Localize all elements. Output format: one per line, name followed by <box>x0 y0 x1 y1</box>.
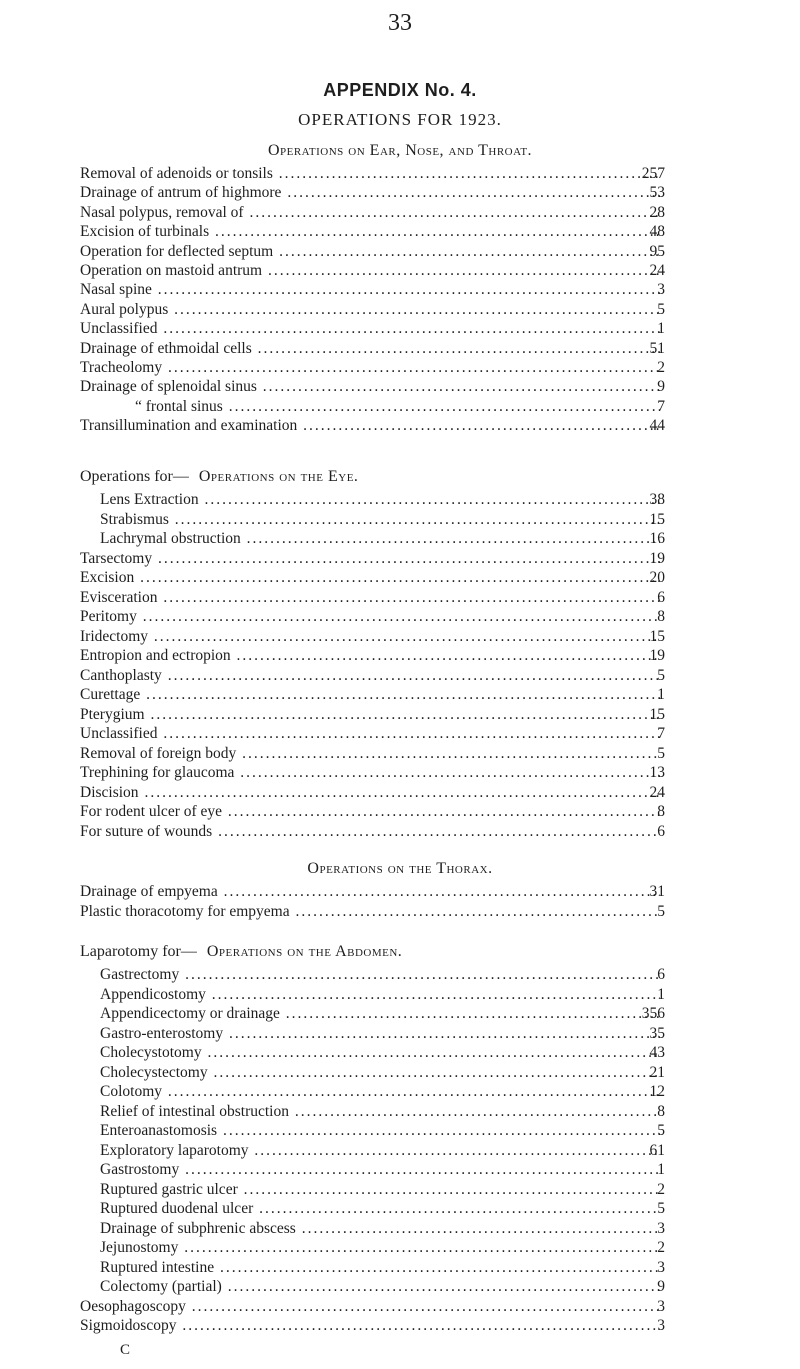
operation-count: 53 <box>649 184 665 202</box>
operation-row <box>0 280 800 299</box>
operation-count: 5 <box>657 1200 665 1217</box>
operation-label: Removal of foreign body ..... <box>80 744 660 763</box>
operation-count: 38 <box>649 491 665 508</box>
operation-row <box>0 1316 800 1335</box>
operation-count: 2 <box>657 1239 665 1256</box>
operation-label: Evisceration ..... <box>80 588 660 607</box>
operation-label: Drainage of ethmoidal cells ..... <box>80 339 660 358</box>
operation-row <box>0 377 800 396</box>
operation-row <box>0 902 800 921</box>
operation-label: Ruptured duodenal ulcer ..... <box>100 1199 660 1218</box>
operation-count: 356 <box>641 1005 665 1022</box>
operation-count: 3 <box>657 281 665 299</box>
operation-count: 12 <box>649 1083 665 1100</box>
operation-row <box>0 1063 800 1082</box>
operation-count: 1 <box>657 1161 665 1178</box>
operation-row <box>0 1141 800 1160</box>
operation-label: For rodent ulcer of eye ..... <box>80 802 660 821</box>
operation-count: 21 <box>649 1063 665 1081</box>
operation-label: Iridectomy ..... <box>80 627 660 646</box>
operation-count: 7 <box>657 397 665 415</box>
operation-count: 3 <box>657 1219 665 1237</box>
section-heading-abdomen: Operations on the Abdomen. <box>206 943 403 960</box>
operation-label: Colotomy ..... <box>100 1082 660 1101</box>
operation-label: Ruptured intestine ..... <box>100 1258 660 1277</box>
footer-mark: C <box>120 1342 131 1358</box>
operation-row <box>0 203 800 222</box>
operation-count: 6 <box>657 588 665 606</box>
operation-count: 3 <box>657 1297 665 1315</box>
operation-label: Entropion and ectropion ..... <box>80 646 660 665</box>
page-number: 33 <box>388 10 412 36</box>
operation-label: Ruptured gastric ulcer ..... <box>100 1180 660 1199</box>
operation-row <box>0 1160 800 1179</box>
section-lead-abdomen <box>80 943 402 961</box>
operation-row <box>0 339 800 358</box>
operation-row <box>0 763 800 782</box>
operation-count: 8 <box>657 803 665 820</box>
section-lead-eye <box>80 468 358 486</box>
operation-row <box>0 822 800 841</box>
operation-row <box>0 1082 800 1101</box>
operation-label: Curettage ..... <box>80 685 660 704</box>
section-heading-ear: Operations on Ear, Nose, and Throat. <box>267 142 533 159</box>
operation-row <box>0 242 800 261</box>
operation-label: Unclassified ..... <box>80 319 660 338</box>
operation-row <box>0 416 800 435</box>
operation-row <box>0 1121 800 1140</box>
operation-label: Lens Extraction ..... <box>100 490 660 509</box>
operation-label: Removal of adenoids or tonsils ..... <box>80 164 660 183</box>
operation-label: Appendicostomy ..... <box>100 985 660 1004</box>
operation-label: Drainage of splenoidal sinus ..... <box>80 377 660 396</box>
operation-label: Appendicectomy or drainage ..... <box>100 1004 660 1023</box>
operation-count: 15 <box>649 705 665 723</box>
operation-count: 1 <box>657 985 665 1003</box>
operation-count: 51 <box>649 339 665 357</box>
operation-label: Gastrectomy ..... <box>100 965 660 984</box>
operation-count: 15 <box>649 627 665 645</box>
operation-count: 5 <box>657 1122 665 1139</box>
operation-row <box>0 1199 800 1218</box>
operation-label: Lachrymal obstruction ..... <box>100 529 660 548</box>
operation-count: 20 <box>649 569 665 586</box>
operation-label: Plastic thoracotomy for empyema ..... <box>80 902 660 921</box>
operation-row <box>0 529 800 548</box>
operation-count: 44 <box>649 417 665 435</box>
operation-row <box>0 1258 800 1277</box>
operation-row <box>0 666 800 685</box>
operation-count: 15 <box>649 510 665 528</box>
operation-count: 2 <box>657 359 665 376</box>
operation-count: 48 <box>649 223 665 241</box>
operation-row <box>0 319 800 338</box>
operation-count: 8 <box>657 608 665 625</box>
operation-label: Trephining for glaucoma ..... <box>80 763 660 782</box>
operation-label: Drainage of antrum of highmore ..... <box>80 183 660 202</box>
operation-label: Drainage of empyema ..... <box>80 882 660 901</box>
operation-count: 7 <box>657 725 665 742</box>
operation-count: 3 <box>657 1258 665 1276</box>
operation-row <box>0 183 800 202</box>
operation-count: 5 <box>657 300 665 318</box>
operation-count: 13 <box>649 764 665 781</box>
operation-row <box>0 1297 800 1316</box>
operation-count: 3 <box>657 1317 665 1334</box>
operation-count: 5 <box>657 902 665 920</box>
operation-row <box>0 358 800 377</box>
operation-count: 95 <box>649 242 665 260</box>
operation-label: Drainage of subphrenic abscess ..... <box>100 1219 660 1238</box>
operation-count: 16 <box>649 530 665 547</box>
operation-row <box>0 724 800 743</box>
operation-label: Transillumination and examination ..... <box>80 416 660 435</box>
operation-label: Canthoplasty ..... <box>80 666 660 685</box>
operation-label: Aural polypus ..... <box>80 300 660 319</box>
operation-count: 28 <box>649 203 665 221</box>
operation-count: 1 <box>657 686 665 703</box>
operation-count: 9 <box>657 378 665 396</box>
operation-label: “ frontal sinus ..... <box>135 397 660 416</box>
operation-row <box>0 802 800 821</box>
section-heading-thorax: Operations on the Thorax. <box>307 860 493 877</box>
operation-row <box>0 261 800 280</box>
operation-label: Colectomy (partial) ..... <box>100 1277 660 1296</box>
operation-row <box>0 568 800 587</box>
operation-label: Nasal spine ..... <box>80 280 660 299</box>
operation-label: Pterygium ..... <box>80 705 660 724</box>
operation-row <box>0 1043 800 1062</box>
operation-count: 6 <box>657 822 665 840</box>
operation-row <box>0 985 800 1004</box>
operation-count: 6 <box>657 966 665 983</box>
section-heading-eye: Operations on the Eye. <box>198 468 359 485</box>
operation-row <box>0 705 800 724</box>
operation-count: 35 <box>649 1024 665 1042</box>
operation-label: Excision of turbinals ..... <box>80 222 660 241</box>
operation-label: Gastrostomy ..... <box>100 1160 660 1179</box>
operation-count: 9 <box>657 1278 665 1295</box>
operation-count: 31 <box>649 883 665 900</box>
operation-label: Peritomy ..... <box>80 607 660 626</box>
operation-row <box>0 646 800 665</box>
operation-count: 8 <box>657 1102 665 1120</box>
operation-count: 5 <box>657 744 665 762</box>
operation-label: Operation for deflected septum ..... <box>80 242 660 261</box>
operation-count: 2 <box>657 1180 665 1198</box>
lead-text: Laparotomy for— <box>80 943 197 960</box>
operation-count: 19 <box>649 647 665 664</box>
operation-label: Tracheolomy ..... <box>80 358 660 377</box>
operation-count: 43 <box>649 1044 665 1061</box>
operation-label: Operation on mastoid antrum ..... <box>80 261 660 280</box>
appendix-heading: APPENDIX No. 4. <box>323 80 477 100</box>
operation-count: 24 <box>649 262 665 279</box>
page-title: OPERATIONS FOR 1923. <box>298 110 502 129</box>
operation-label: Oesophagoscopy ..... <box>80 1297 660 1316</box>
operation-row <box>0 685 800 704</box>
operation-row <box>0 1180 800 1199</box>
operation-label: Cholecystectomy ..... <box>100 1063 660 1082</box>
operation-row <box>0 1024 800 1043</box>
operation-label: Cholecystotomy ..... <box>100 1043 660 1062</box>
operation-row <box>0 783 800 802</box>
operation-row <box>0 510 800 529</box>
operation-count: 257 <box>641 165 665 182</box>
operation-row <box>0 588 800 607</box>
operation-label: Strabismus ..... <box>100 510 660 529</box>
operation-label: Exploratory laparotomy ..... <box>100 1141 660 1160</box>
operation-count: 24 <box>649 783 665 801</box>
operation-label: Unclassified ..... <box>80 724 660 743</box>
operation-label: Enteroanastomosis ..... <box>100 1121 660 1140</box>
operation-label: Gastro-enterostomy ..... <box>100 1024 660 1043</box>
operation-row <box>0 164 800 183</box>
operation-label: Excision ..... <box>80 568 660 587</box>
operation-row <box>0 397 800 416</box>
operation-label: Discision ..... <box>80 783 660 802</box>
operation-label: Tarsectomy ..... <box>80 549 660 568</box>
operation-row <box>0 607 800 626</box>
operation-count: 1 <box>657 320 665 338</box>
operation-row <box>0 965 800 984</box>
operation-label: For suture of wounds ..... <box>80 822 660 841</box>
operation-row <box>0 744 800 763</box>
lead-text: Operations for— <box>80 468 189 485</box>
operation-row <box>0 1219 800 1238</box>
operation-count: 5 <box>657 666 665 684</box>
operation-row <box>0 490 800 509</box>
operation-row <box>0 1102 800 1121</box>
operation-row <box>0 1238 800 1257</box>
operation-row <box>0 222 800 241</box>
operation-label: Relief of intestinal obstruction ..... <box>100 1102 660 1121</box>
operation-count: 61 <box>649 1141 665 1159</box>
operation-row <box>0 627 800 646</box>
operation-row <box>0 882 800 901</box>
operation-label: Nasal polypus, removal of ..... <box>80 203 660 222</box>
operation-count: 19 <box>649 549 665 567</box>
operation-row <box>0 300 800 319</box>
operation-row <box>0 549 800 568</box>
operation-label: Jejunostomy ..... <box>100 1238 660 1257</box>
operation-label: Sigmoidoscopy ..... <box>80 1316 660 1335</box>
operation-row <box>0 1277 800 1296</box>
operation-row <box>0 1004 800 1023</box>
